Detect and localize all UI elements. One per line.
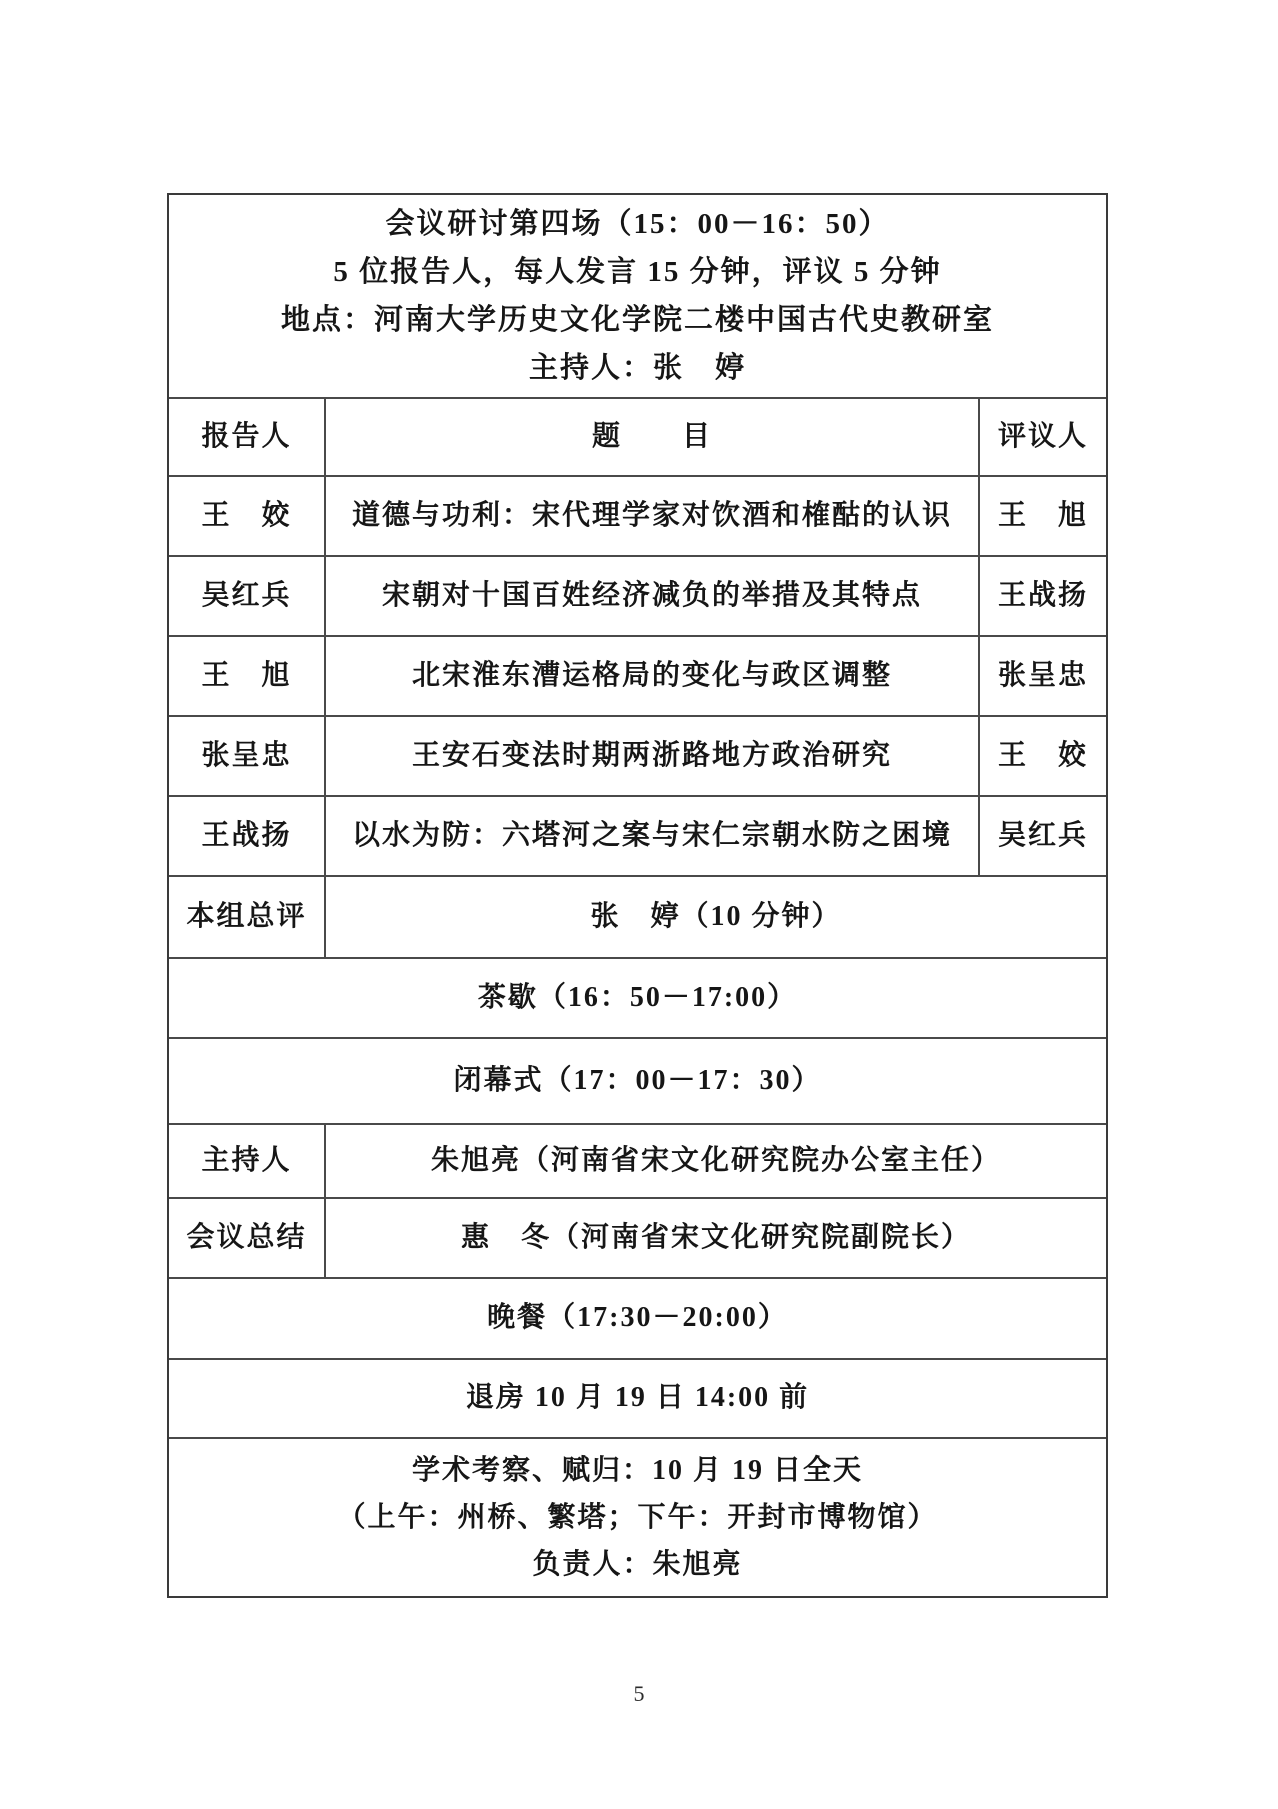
session-header-block [169, 195, 1106, 397]
presenter-name: 王战扬 [169, 797, 326, 875]
paper-title: 道德与功利：宋代理学家对饮酒和榷酤的认识 [326, 477, 980, 555]
table-row [169, 715, 1106, 795]
checkout-row [169, 1358, 1106, 1437]
paper-title: 宋朝对十国百姓经济减负的举措及其特点 [326, 557, 980, 635]
conclusion-label: 会议总结 [169, 1199, 326, 1277]
discussant-name: 吴红兵 [997, 819, 1088, 851]
header-title: 题 目 [326, 399, 980, 475]
session-location: 地点：河南大学历史文化学院二楼中国古代史教研室 [280, 303, 994, 336]
discussant-name: 王战扬 [997, 579, 1088, 611]
group-summary-row [169, 875, 1106, 957]
table-row [169, 475, 1106, 555]
tea-break-row [169, 957, 1106, 1037]
discussant-name: 王 姣 [997, 739, 1088, 771]
excursion-block [169, 1437, 1106, 1596]
conclusion-value: 惠 冬（河南省宋文化研究院副院长） [460, 1221, 971, 1253]
host-value: 朱旭亮（河南省宋文化研究院办公室主任） [430, 1144, 1001, 1176]
host-label: 主持人 [169, 1125, 326, 1197]
table-row [169, 795, 1106, 875]
discussant-name: 张呈忠 [997, 659, 1088, 691]
checkout-text: 退房 10 月 19 日 14:00 前 [465, 1382, 810, 1414]
dinner-text: 晚餐（17:30－20:00） [487, 1302, 788, 1334]
header-presenter: 报告人 [169, 399, 326, 475]
paper-title: 以水为防：六塔河之案与宋仁宗朝水防之困境 [326, 797, 980, 875]
presenter-name: 王 旭 [169, 637, 326, 715]
closing-ceremony-row [169, 1037, 1106, 1123]
header-discussant: 评议人 [997, 420, 1088, 452]
dinner-row [169, 1277, 1106, 1358]
group-summary-value: 张 婷（10 分钟） [590, 900, 842, 932]
session-title: 会议研讨第四场（15：00－16：50） [385, 207, 890, 240]
excursion-line-1: 学术考察、赋归：10 月 19 日全天 [411, 1454, 863, 1486]
excursion-line-2: （上午：州桥、繁塔；下午：开封市博物馆） [337, 1501, 938, 1533]
table-row [169, 555, 1106, 635]
group-summary-label: 本组总评 [169, 877, 326, 957]
presenter-name: 张呈忠 [169, 717, 326, 795]
closing-ceremony-text: 闭幕式（17：00－17：30） [453, 1064, 822, 1096]
table-header-row [169, 397, 1106, 475]
paper-title: 王安石变法时期两浙路地方政治研究 [326, 717, 980, 795]
host-row [169, 1123, 1106, 1197]
excursion-line-3: 负责人：朱旭亮 [532, 1548, 743, 1580]
table-row [169, 635, 1106, 715]
schedule-table [167, 193, 1108, 1598]
page-number: 5 [633, 1681, 645, 1706]
paper-title: 北宋淮东漕运格局的变化与政区调整 [326, 637, 980, 715]
presenter-name: 王 姣 [169, 477, 326, 555]
session-format: 5 位报告人，每人发言 15 分钟，评议 5 分钟 [333, 255, 942, 288]
tea-break-text: 茶歇（16：50－17:00） [477, 981, 798, 1013]
discussant-name: 王 旭 [997, 499, 1088, 531]
session-moderator: 主持人：张 婷 [528, 351, 746, 384]
presenter-name: 吴红兵 [169, 557, 326, 635]
conclusion-row [169, 1197, 1106, 1277]
